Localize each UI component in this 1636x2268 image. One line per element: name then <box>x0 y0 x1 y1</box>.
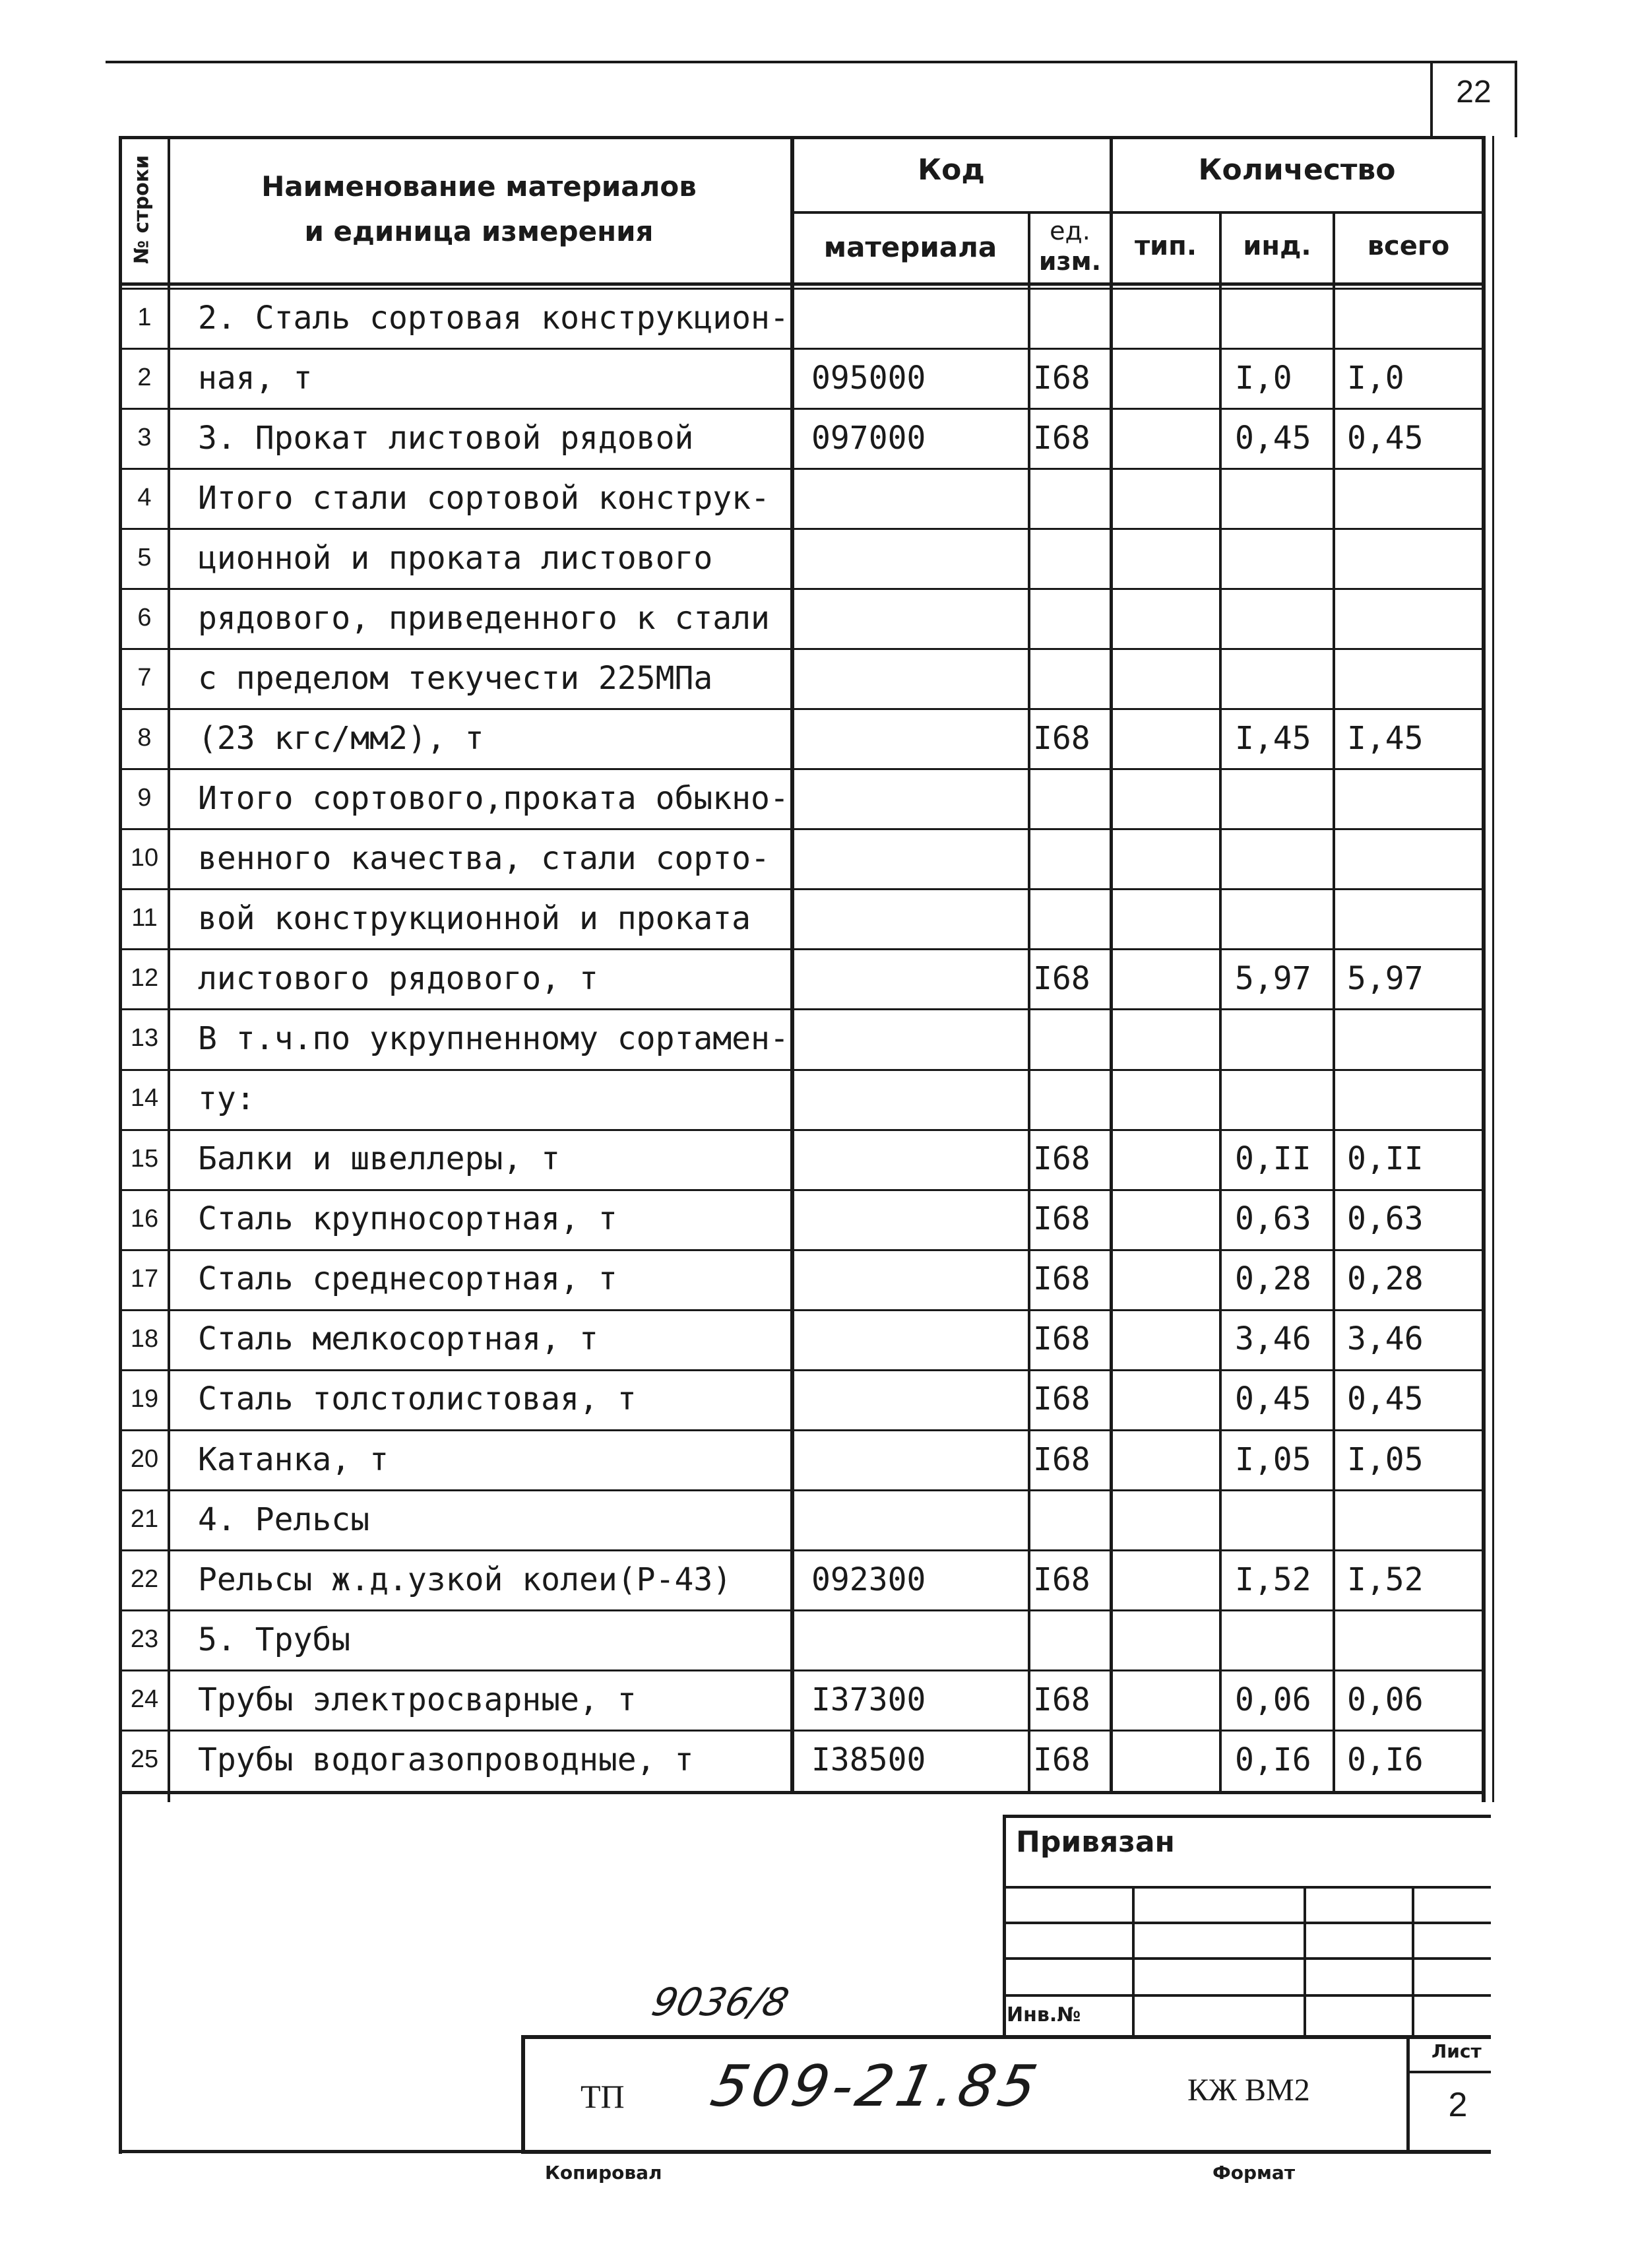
row-number: 17 <box>130 1264 159 1293</box>
sheet-col-left <box>1406 2035 1410 2154</box>
row-qty-total: I,52 <box>1347 1561 1424 1598</box>
row-qty-total: 5,97 <box>1347 960 1424 998</box>
col-rule-rownum <box>168 136 170 1802</box>
row-qty-ind: 0,I6 <box>1235 1741 1311 1778</box>
row-name: Рельсы ж.д.узкой колеи(Р-43) <box>198 1561 732 1598</box>
row-number: 6 <box>137 604 152 632</box>
header-name-line1: Наименование материалов <box>261 170 697 203</box>
row-unit-code: I68 <box>1033 1441 1090 1478</box>
row-name: Сталь среднесортная, т <box>198 1260 617 1298</box>
row-number: 22 <box>130 1565 159 1593</box>
row-number: 14 <box>130 1084 159 1113</box>
footer-format: Формат <box>1212 2162 1296 2184</box>
row-qty-ind: 3,46 <box>1235 1320 1311 1358</box>
sheet-number: 2 <box>1448 2086 1468 2124</box>
row-rule <box>119 948 1484 950</box>
header-bottom-rule-2 <box>119 288 1484 290</box>
col-rule-unit <box>1110 136 1113 1792</box>
row-name: ту: <box>198 1080 255 1118</box>
row-number: 9 <box>137 784 152 812</box>
row-name: Сталь толстолистовая, т <box>198 1380 637 1418</box>
row-unit-code: I68 <box>1033 720 1090 758</box>
row-unit-code: I68 <box>1033 1681 1090 1718</box>
row-rule <box>119 468 1484 470</box>
row-name: рядового, приведенного к стали <box>198 599 770 637</box>
row-unit-code: I68 <box>1033 1561 1090 1598</box>
sheet-rule <box>1406 2071 1491 2073</box>
row-qty-ind: I,45 <box>1235 720 1311 758</box>
row-number: 16 <box>130 1204 159 1233</box>
row-qty-ind: 0,63 <box>1235 1200 1311 1238</box>
header-qty-typ: тип. <box>1134 231 1197 261</box>
row-name: Катанка, т <box>198 1441 389 1478</box>
row-material-code: I37300 <box>811 1681 926 1718</box>
row-name: Трубы электросварные, т <box>198 1681 637 1718</box>
row-unit-code: I68 <box>1033 419 1090 457</box>
row-rule <box>119 1669 1484 1671</box>
row-rule <box>119 828 1484 830</box>
row-unit-code: I68 <box>1033 1741 1090 1778</box>
row-number: 8 <box>137 724 152 752</box>
row-qty-ind: 0,45 <box>1235 1380 1311 1418</box>
row-unit-code: I68 <box>1033 1140 1090 1178</box>
row-rule <box>119 408 1484 410</box>
col-rule-ind <box>1333 212 1335 1792</box>
row-name: Сталь крупносортная, т <box>198 1200 617 1238</box>
row-rule <box>119 1069 1484 1071</box>
row-qty-total: I,0 <box>1347 359 1404 397</box>
stamp-rule-1 <box>1003 1886 1491 1889</box>
row-unit-code: I68 <box>1033 1380 1090 1418</box>
row-name: 4. Рельсы <box>198 1501 370 1538</box>
table-right-border-shadow <box>1492 136 1494 1802</box>
row-rule <box>119 768 1484 770</box>
row-name: Сталь мелкосортная, т <box>198 1320 598 1358</box>
row-qty-ind: I,05 <box>1235 1441 1311 1478</box>
stamp-col-3 <box>1412 1886 1414 2036</box>
row-number: 3 <box>137 424 152 452</box>
row-qty-ind: 0,28 <box>1235 1260 1311 1298</box>
row-name: Итого сортового,проката обыкно- <box>198 780 789 818</box>
row-rule <box>119 1730 1484 1732</box>
row-name: Балки и швеллеры, т <box>198 1140 561 1178</box>
project-row-top <box>521 2035 1491 2039</box>
row-material-code: 092300 <box>811 1561 926 1598</box>
row-number: 21 <box>130 1505 159 1533</box>
row-name: листового рядового, т <box>198 960 598 998</box>
project-prefix: ТП <box>581 2078 625 2115</box>
row-number: 2 <box>137 364 152 391</box>
row-qty-ind: I,52 <box>1235 1561 1311 1598</box>
header-bottom-rule <box>119 282 1484 286</box>
page-number-box-right <box>1515 61 1517 137</box>
header-mid-rule <box>790 211 1484 214</box>
header-qty-ind: инд. <box>1243 231 1311 261</box>
sheet-label: Лист <box>1432 2040 1482 2062</box>
row-number: 12 <box>130 964 159 992</box>
row-number: 23 <box>130 1625 159 1653</box>
row-rule <box>119 888 1484 890</box>
row-rule <box>119 348 1484 350</box>
row-number: 19 <box>130 1384 159 1413</box>
header-code-unit-2: изм. <box>1038 247 1102 276</box>
row-number: 1 <box>137 303 152 331</box>
row-qty-total: 0,28 <box>1347 1260 1424 1298</box>
table-right-border <box>1482 136 1486 1802</box>
row-name: 3. Прокат листовой рядовой <box>198 419 694 457</box>
table-top-border <box>119 136 1484 139</box>
row-rule <box>119 1189 1484 1191</box>
row-material-code: 097000 <box>811 419 926 457</box>
col-rule-typ <box>1219 212 1222 1792</box>
row-name: Итого стали сортовой конструк- <box>198 479 770 517</box>
row-unit-code: I68 <box>1033 1260 1090 1298</box>
project-row-bottom <box>521 2150 1491 2154</box>
row-number: 15 <box>130 1144 159 1173</box>
project-code: КЖ ВМ2 <box>1187 2073 1310 2108</box>
row-qty-total: I,05 <box>1347 1441 1424 1478</box>
footer-copied-by: Копировал <box>545 2162 662 2184</box>
row-number: 4 <box>137 484 152 512</box>
top-rule <box>106 61 1517 63</box>
row-unit-code: I68 <box>1033 960 1090 998</box>
row-rule <box>119 1309 1484 1311</box>
header-qty-total: всего <box>1367 231 1450 261</box>
row-name: ная, т <box>198 359 313 397</box>
header-code: Код <box>918 153 985 187</box>
project-row-left <box>521 2035 525 2154</box>
row-number: 7 <box>137 664 152 692</box>
row-number: 10 <box>130 844 159 872</box>
stamp-rule-3 <box>1003 1957 1491 1960</box>
row-rule <box>119 588 1484 590</box>
row-name: Трубы водогазопроводные, т <box>198 1741 694 1778</box>
row-rule <box>119 528 1484 530</box>
row-unit-code: I68 <box>1033 359 1090 397</box>
row-unit-code: I68 <box>1033 1200 1090 1238</box>
bottom-left-rule <box>119 2150 528 2153</box>
row-qty-total: 0,06 <box>1347 1681 1424 1718</box>
row-name: венного качества, стали сорто- <box>198 840 770 878</box>
row-number: 18 <box>130 1324 159 1353</box>
row-name: с пределом текучести 225МПа <box>198 660 713 697</box>
bottom-left-border <box>119 1791 122 2154</box>
header-code-unit-1: ед. <box>1050 216 1090 245</box>
row-name: В т.ч.по укрупненному сортамен- <box>198 1020 789 1058</box>
stamp-col-1 <box>1132 1886 1135 2036</box>
stamp-col-2 <box>1304 1886 1306 2036</box>
row-rule <box>119 1369 1484 1371</box>
row-number: 24 <box>130 1685 159 1713</box>
row-qty-ind: 0,45 <box>1235 419 1311 457</box>
row-number: 13 <box>130 1024 159 1053</box>
row-qty-total: 3,46 <box>1347 1320 1424 1358</box>
row-qty-total: 0,II <box>1347 1140 1424 1178</box>
stamp-left <box>1003 1815 1006 2039</box>
header-name-line2: и единица измерения <box>304 215 654 247</box>
row-rule <box>119 648 1484 650</box>
row-rule <box>119 1549 1484 1551</box>
row-name: 2. Сталь сортовая конструкцион- <box>198 299 789 337</box>
row-rule <box>119 1129 1484 1131</box>
row-rule <box>119 1489 1484 1491</box>
header-code-material: материала <box>823 231 997 263</box>
table-body-bottom <box>119 1791 1484 1794</box>
row-qty-ind: 0,06 <box>1235 1681 1311 1718</box>
row-qty-total: 0,I6 <box>1347 1741 1424 1778</box>
page-number: 22 <box>1456 75 1492 110</box>
row-number: 11 <box>131 904 158 932</box>
row-number: 5 <box>137 544 152 572</box>
row-unit-code: I68 <box>1033 1320 1090 1358</box>
stamp-top <box>1003 1815 1491 1818</box>
stamp-rule-4 <box>1003 1994 1491 1997</box>
header-row-number: № строки <box>130 154 154 265</box>
header-quantity: Количество <box>1198 153 1396 187</box>
row-qty-total: 0,63 <box>1347 1200 1424 1238</box>
row-name: (23 кгс/мм2), т <box>198 720 484 758</box>
stamp-rule-2 <box>1003 1922 1491 1924</box>
row-qty-total: 0,45 <box>1347 419 1424 457</box>
page-number-box-left <box>1430 61 1433 137</box>
row-rule <box>119 1429 1484 1431</box>
row-number: 20 <box>130 1444 159 1473</box>
row-qty-ind: 0,II <box>1235 1140 1311 1178</box>
row-rule <box>119 708 1484 710</box>
inv-label: Инв.№ <box>1007 2003 1081 2026</box>
col-rule-material <box>1028 212 1030 1792</box>
row-material-code: I38500 <box>811 1741 926 1778</box>
row-name: вой конструкционной и проката <box>198 900 751 938</box>
row-number: 25 <box>130 1745 159 1773</box>
project-number: 509-21.85 <box>705 2054 1047 2120</box>
row-qty-ind: I,0 <box>1235 359 1292 397</box>
row-name: 5. Трубы <box>198 1621 351 1658</box>
row-qty-total: 0,45 <box>1347 1380 1424 1418</box>
row-qty-ind: 5,97 <box>1235 960 1311 998</box>
row-material-code: 095000 <box>811 359 926 397</box>
row-qty-total: I,45 <box>1347 720 1424 758</box>
tied-label: Привязан <box>1016 1825 1175 1859</box>
row-rule <box>119 1008 1484 1010</box>
row-name: ционной и проката листового <box>198 539 713 577</box>
row-rule <box>119 1609 1484 1611</box>
row-rule <box>119 1249 1484 1251</box>
handwritten-number: 9036/8 <box>647 1980 794 2025</box>
